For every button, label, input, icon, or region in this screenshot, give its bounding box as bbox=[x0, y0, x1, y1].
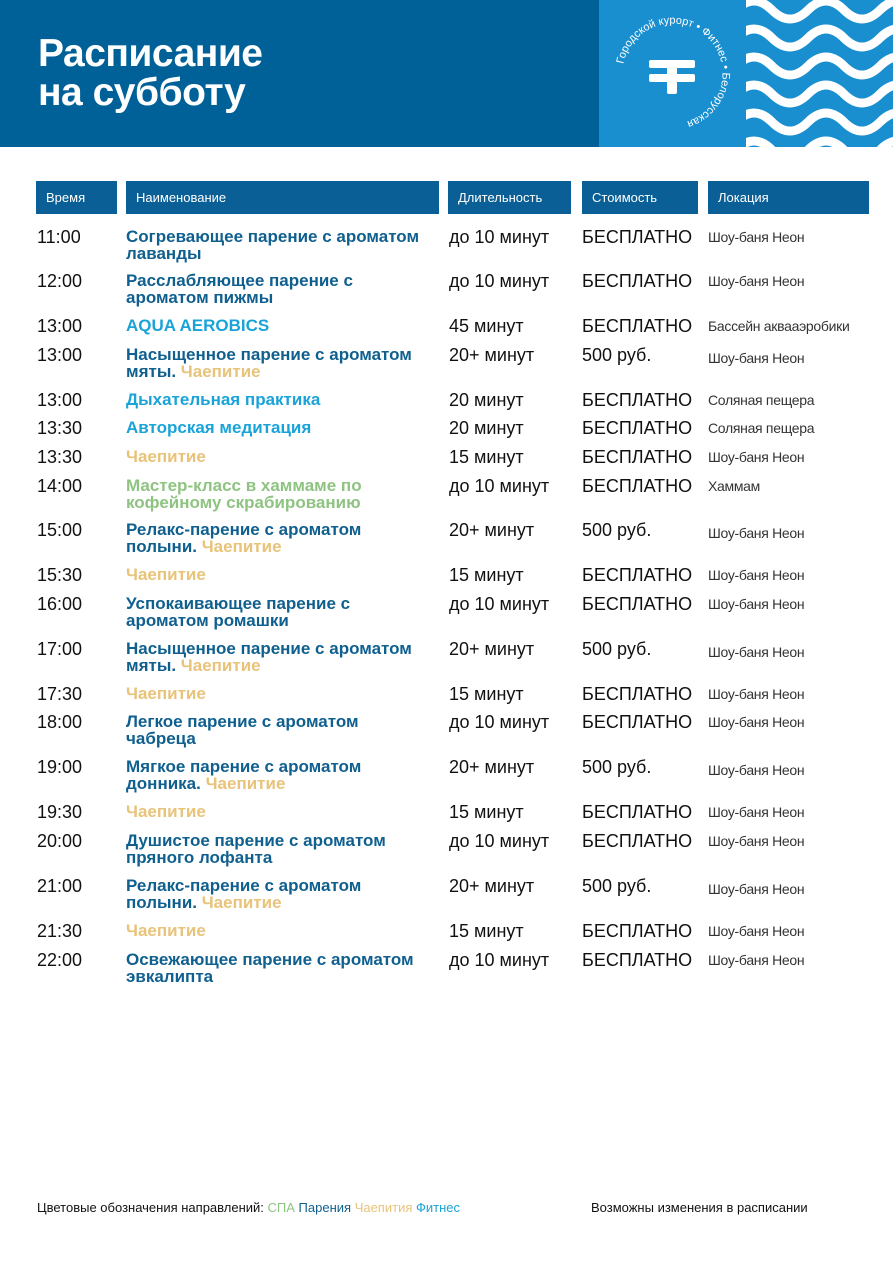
title-line-2: на субботу bbox=[38, 71, 246, 114]
activity-title: Мягкое парение с ароматом донника. bbox=[126, 757, 362, 793]
row-price: 500 руб. bbox=[582, 876, 652, 896]
row-activity-name bbox=[126, 595, 426, 629]
row-duration: 20+ минут bbox=[449, 520, 535, 540]
row-location: Шоу-баня Неон bbox=[708, 762, 805, 778]
row-location: Хаммам bbox=[708, 478, 760, 494]
row-location: Шоу-баня Неон bbox=[708, 525, 805, 541]
row-location: Шоу-баня Неон bbox=[708, 596, 805, 612]
activity-title: Дыхательная практика bbox=[126, 390, 321, 409]
activity-title: Душистое парение с ароматом пряного лофанта bbox=[126, 831, 386, 867]
row-time: 21:00 bbox=[37, 876, 83, 896]
row-price: БЕСПЛАТНО bbox=[582, 316, 693, 336]
activity-title: Чаепитие bbox=[126, 921, 206, 940]
row-activity-name bbox=[126, 228, 426, 262]
row-location: Шоу-баня Неон bbox=[708, 449, 805, 465]
row-duration: 45 минут bbox=[449, 316, 524, 336]
column-header-time: Время bbox=[36, 181, 117, 214]
row-time: 13:30 bbox=[37, 447, 83, 467]
row-duration: 20 минут bbox=[449, 390, 524, 410]
row-duration: 20+ минут bbox=[449, 757, 535, 777]
row-time: 14:00 bbox=[37, 476, 83, 496]
row-time: 22:00 bbox=[37, 950, 83, 970]
row-duration: 20+ минут bbox=[449, 345, 535, 365]
row-price: БЕСПЛАТНО bbox=[582, 447, 693, 467]
row-duration: 20+ минут bbox=[449, 876, 535, 896]
row-price: БЕСПЛАТНО bbox=[582, 594, 693, 614]
row-price: БЕСПЛАТНО bbox=[582, 921, 693, 941]
legend-steam: Парения bbox=[298, 1200, 352, 1215]
activity-title: Релакс-парение с ароматом полыни. bbox=[126, 876, 362, 912]
row-location: Шоу-баня Неон bbox=[708, 833, 805, 849]
row-activity-name bbox=[126, 272, 426, 306]
activity-title: Согревающее парение с ароматом лаванды bbox=[126, 227, 420, 263]
row-price: БЕСПЛАТНО bbox=[582, 418, 693, 438]
tea-tag: Чаепитие bbox=[180, 362, 261, 381]
row-duration: 15 минут bbox=[449, 802, 524, 822]
activity-title: AQUA AEROBICS bbox=[126, 316, 270, 335]
activity-title: Расслабляющее парение с ароматом пижмы bbox=[126, 271, 353, 307]
column-header-location: Локация bbox=[708, 181, 869, 214]
row-price: 500 руб. bbox=[582, 639, 652, 659]
row-time: 13:00 bbox=[37, 316, 83, 336]
row-activity-name bbox=[126, 391, 426, 408]
row-location: Шоу-баня Неон bbox=[708, 350, 805, 366]
row-time: 11:00 bbox=[37, 227, 81, 247]
column-header-duration: Длительность bbox=[448, 181, 571, 214]
title-line-1: Расписание bbox=[38, 32, 263, 75]
row-duration: до 10 минут bbox=[449, 476, 550, 496]
row-time: 16:00 bbox=[37, 594, 83, 614]
logo-ring-text: Городской курорт • Фитнес • Белорусская bbox=[614, 14, 732, 131]
activity-title: Легкое парение с ароматом чабреца bbox=[126, 712, 359, 748]
row-duration: 20 минут bbox=[449, 418, 524, 438]
activity-title: Чаепитие bbox=[126, 565, 206, 584]
row-time: 13:30 bbox=[37, 418, 83, 438]
color-legend bbox=[37, 1200, 460, 1215]
row-location: Шоу-баня Неон bbox=[708, 881, 805, 897]
row-activity-name bbox=[126, 448, 426, 465]
row-activity-name bbox=[126, 477, 426, 511]
row-location: Шоу-баня Неон bbox=[708, 686, 805, 702]
row-price: БЕСПЛАТНО bbox=[582, 271, 693, 291]
activity-title: Чаепитие bbox=[126, 802, 206, 821]
row-activity-name bbox=[126, 758, 426, 792]
row-time: 19:30 bbox=[37, 802, 83, 822]
row-activity-name bbox=[126, 419, 426, 436]
row-price: 500 руб. bbox=[582, 520, 652, 540]
row-time: 15:30 bbox=[37, 565, 83, 585]
activity-title: Авторская медитация bbox=[126, 418, 312, 437]
row-activity-name bbox=[126, 317, 426, 334]
row-price: БЕСПЛАТНО bbox=[582, 831, 693, 851]
wave-pattern bbox=[746, 0, 893, 147]
tea-tag: Чаепитие bbox=[205, 774, 286, 793]
row-duration: 20+ минут bbox=[449, 639, 535, 659]
row-time: 17:00 bbox=[37, 639, 83, 659]
row-activity-name bbox=[126, 832, 426, 866]
tea-tag: Чаепитие bbox=[201, 893, 282, 912]
row-duration: 15 минут bbox=[449, 565, 524, 585]
row-time: 12:00 bbox=[37, 271, 83, 291]
activity-title: Успокаивающее парение с ароматом ромашки bbox=[126, 594, 351, 630]
row-location: Шоу-баня Неон bbox=[708, 952, 805, 968]
row-time: 15:00 bbox=[37, 520, 83, 540]
row-activity-name bbox=[126, 566, 426, 583]
row-location: Шоу-баня Неон bbox=[708, 273, 805, 289]
legend-spa: СПА bbox=[267, 1200, 295, 1215]
row-time: 21:30 bbox=[37, 921, 83, 941]
row-location: Шоу-баня Неон bbox=[708, 644, 805, 660]
row-location: Шоу-баня Неон bbox=[708, 804, 805, 820]
activity-title: Чаепитие bbox=[126, 447, 206, 466]
row-time: 19:00 bbox=[37, 757, 83, 777]
activity-title: Освежающее парение с ароматом эвкалипта bbox=[126, 950, 414, 986]
row-time: 13:00 bbox=[37, 390, 83, 410]
row-time: 18:00 bbox=[37, 712, 83, 732]
row-price: БЕСПЛАТНО bbox=[582, 802, 693, 822]
row-activity-name bbox=[126, 877, 426, 911]
row-activity-name bbox=[126, 922, 426, 939]
logo-emblem-icon bbox=[599, 0, 746, 147]
row-duration: до 10 минут bbox=[449, 271, 550, 291]
row-price: БЕСПЛАТНО bbox=[582, 712, 693, 732]
row-activity-name bbox=[126, 346, 426, 380]
row-location: Шоу-баня Неон bbox=[708, 714, 805, 730]
row-price: БЕСПЛАТНО bbox=[582, 950, 693, 970]
row-duration: 15 минут bbox=[449, 447, 524, 467]
row-duration: до 10 минут bbox=[449, 594, 550, 614]
row-duration: до 10 минут bbox=[449, 227, 550, 247]
header-banner bbox=[0, 0, 893, 147]
row-activity-name bbox=[126, 951, 426, 985]
row-location: Шоу-баня Неон bbox=[708, 567, 805, 583]
activity-title: Насыщенное парение с ароматом мяты. bbox=[126, 345, 412, 381]
tea-tag: Чаепитие bbox=[201, 537, 282, 556]
row-duration: до 10 минут bbox=[449, 712, 550, 732]
column-header-price: Стоимость bbox=[582, 181, 698, 214]
row-time: 20:00 bbox=[37, 831, 83, 851]
row-time: 17:30 bbox=[37, 684, 83, 704]
row-activity-name bbox=[126, 713, 426, 747]
tea-tag: Чаепитие bbox=[180, 656, 261, 675]
row-activity-name bbox=[126, 640, 426, 674]
activity-title: Насыщенное парение с ароматом мяты. bbox=[126, 639, 412, 675]
row-activity-name bbox=[126, 685, 426, 702]
row-location: Соляная пещера bbox=[708, 392, 815, 408]
row-location: Шоу-баня Неон bbox=[708, 229, 805, 245]
legend-label: Цветовые обозначения направлений: bbox=[37, 1200, 264, 1215]
legend-fitness: Фитнес bbox=[416, 1200, 461, 1215]
activity-title: Чаепитие bbox=[126, 684, 206, 703]
row-price: БЕСПЛАТНО bbox=[582, 565, 693, 585]
row-duration: 15 минут bbox=[449, 921, 524, 941]
row-duration: до 10 минут bbox=[449, 950, 550, 970]
row-location: Бассейн аквааэробики bbox=[708, 318, 850, 334]
row-activity-name bbox=[126, 521, 426, 555]
row-location: Шоу-баня Неон bbox=[708, 923, 805, 939]
activity-title: Релакс-парение с ароматом полыни. bbox=[126, 520, 362, 556]
row-price: 500 руб. bbox=[582, 345, 652, 365]
activity-title: Мастер-класс в хаммаме по кофейному скрабированию bbox=[126, 476, 362, 512]
column-header-name: Наименование bbox=[126, 181, 439, 214]
row-price: БЕСПЛАТНО bbox=[582, 684, 693, 704]
schedule-change-note: Возможны изменения в расписании bbox=[591, 1200, 808, 1215]
page-title bbox=[38, 34, 263, 112]
row-activity-name bbox=[126, 803, 426, 820]
row-location: Соляная пещера bbox=[708, 420, 815, 436]
row-price: БЕСПЛАТНО bbox=[582, 476, 693, 496]
row-duration: 15 минут bbox=[449, 684, 524, 704]
row-duration: до 10 минут bbox=[449, 831, 550, 851]
row-price: 500 руб. bbox=[582, 757, 652, 777]
legend-tea: Чаепития bbox=[354, 1200, 413, 1215]
row-price: БЕСПЛАТНО bbox=[582, 390, 693, 410]
wave-pattern-icon bbox=[746, 0, 893, 147]
row-time: 13:00 bbox=[37, 345, 83, 365]
row-price: БЕСПЛАТНО bbox=[582, 227, 693, 247]
logo bbox=[599, 0, 746, 147]
